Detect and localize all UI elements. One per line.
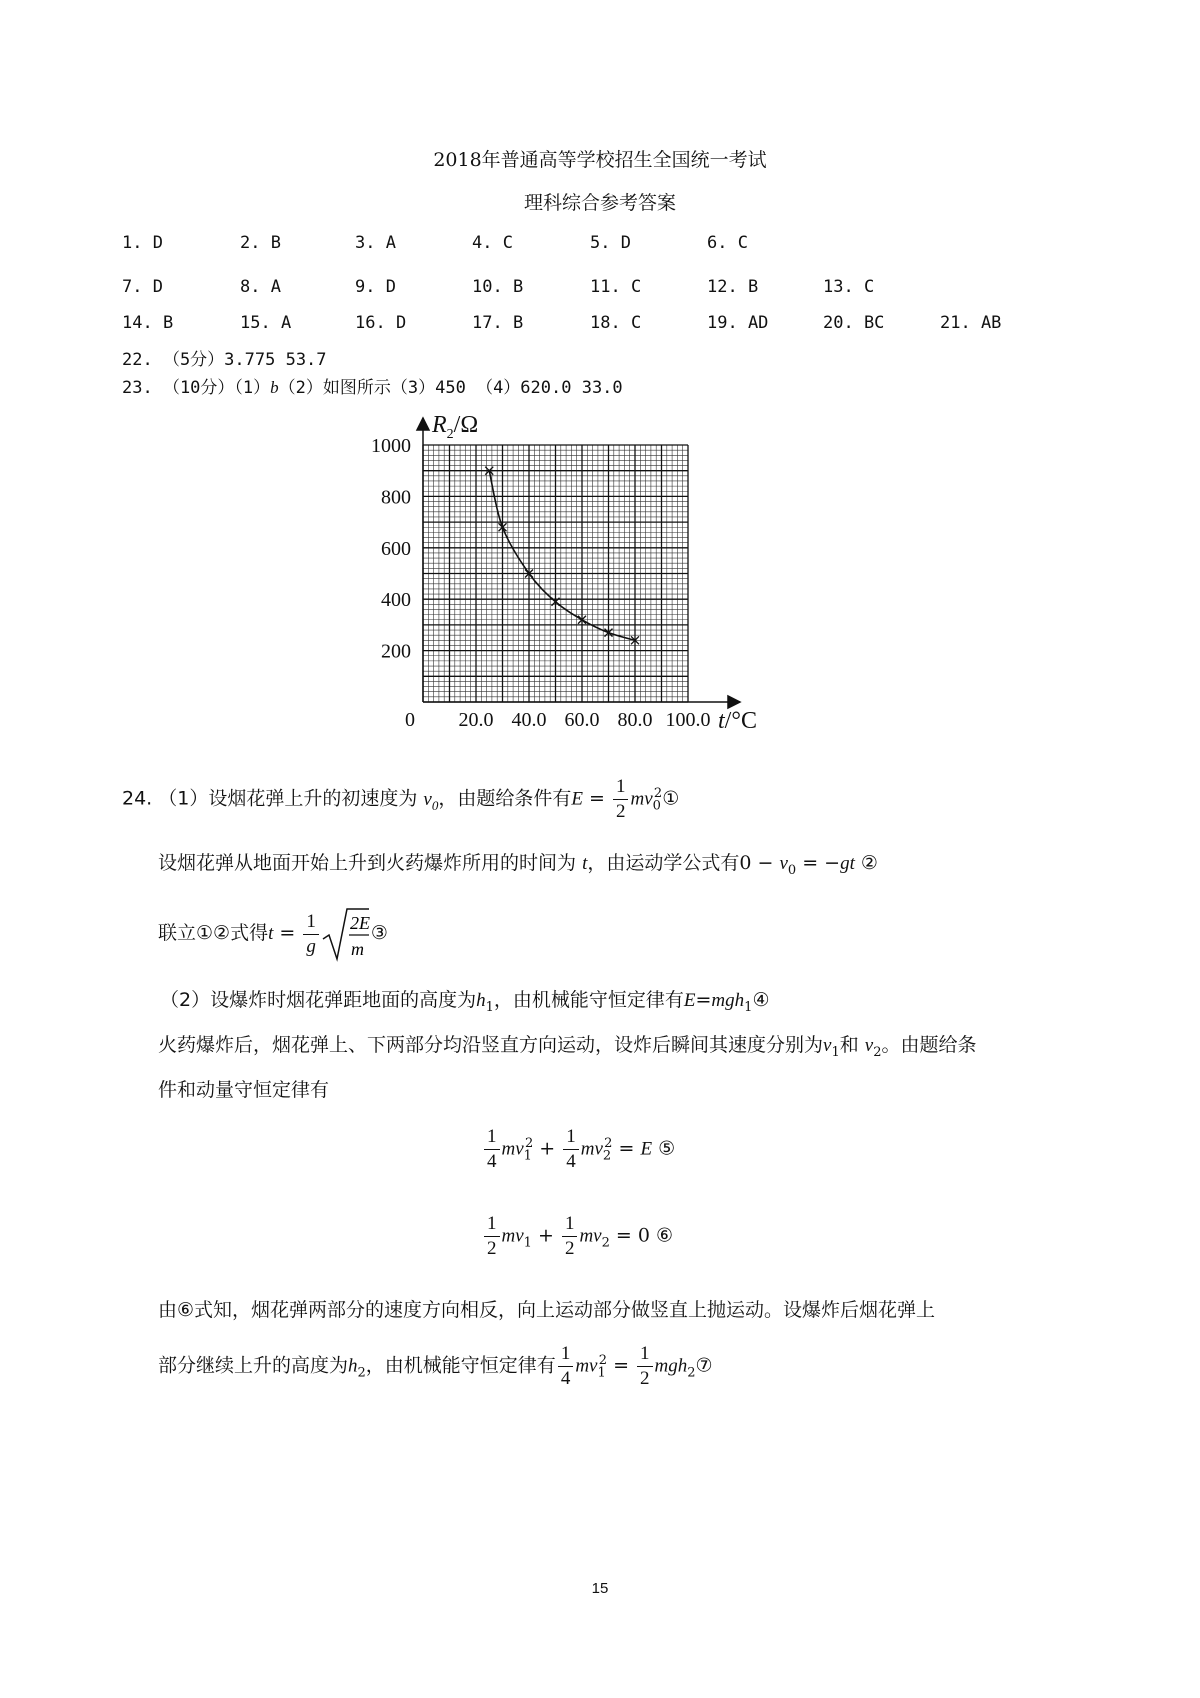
answer-item: 13. C — [823, 277, 875, 297]
answer-item: 20. BC — [823, 313, 885, 333]
answer-item: 2. B — [240, 233, 281, 253]
answer-item: 9. D — [355, 277, 396, 297]
q24-line-5: 火药爆炸后，烟花弹上、下两部分均沿竖直方向运动，设炸后瞬间其速度分别为$v_1$和 $v_2$。由题给条 — [158, 1034, 977, 1060]
r2-vs-t-chart — [0, 400, 1200, 760]
y-tick-label: 800 — [381, 486, 411, 509]
answer-item: 17. B — [472, 313, 524, 333]
eq-2: $0 - v_0 = -gt$ — [739, 852, 855, 878]
q23-prefix: 23. （10分）（1） — [122, 378, 271, 398]
q24-p4-mid: ，由机械能守恒定律有 — [493, 989, 684, 1011]
answer-item: 15. A — [240, 313, 292, 333]
q24-p5-and: 和 — [839, 1034, 859, 1056]
x-tick-label: 80.0 — [617, 709, 653, 731]
q24-p8-prefix: 部分继续上升的高度为 — [158, 1354, 349, 1377]
circled-2: ② — [860, 852, 878, 874]
q24-p2-prefix: 设烟花弹从地面开始上升到火药爆炸所用的时间为 — [158, 852, 577, 874]
circled-6: ⑥ — [656, 1224, 674, 1247]
x-tick-label: 40.0 — [511, 709, 547, 731]
frac-1-g: $\frac{1}{g}$ — [303, 910, 319, 959]
svg-text:m: m — [350, 939, 364, 959]
answer-item: 14. B — [122, 313, 174, 333]
svg-text:2E: 2E — [349, 913, 370, 933]
y-tick-label: 400 — [381, 589, 411, 612]
y-axis-label: $R_2/\Omega$ — [432, 412, 479, 442]
eq-1: E — [571, 788, 583, 810]
q24-line-1: 24. （1）设烟花弹上升的初速度为 $v_0$，由题给条件有E = $\frac{1}{2}$ $mv_0^2①$ — [122, 776, 680, 822]
var-v0: $v_0$ — [423, 788, 439, 813]
q24-line-4: （2）设爆炸时烟花弹距地面的高度为$h_1$，由机械能守恒定律有E=mgh$_1$④ — [160, 989, 770, 1015]
frac-1-2: $\frac{1}{2}$ — [613, 775, 629, 824]
x-tick-label: 100.0 — [665, 709, 711, 731]
circled-1: ① — [662, 787, 680, 810]
q24-p8-mid: ，由机械能守恒定律有 — [365, 1354, 556, 1377]
answer-item: 21. AB — [940, 313, 1002, 333]
q24-p1-prefix: 24. （1）设烟花弹上升的初速度为 — [122, 787, 418, 810]
answer-item: 3. A — [355, 233, 396, 253]
origin-label: 0 — [405, 709, 415, 731]
y-axis-arrow — [417, 418, 429, 430]
answer-item: 4. C — [472, 233, 513, 253]
q24-line-8: 部分继续上升的高度为$h_2$，由机械能守恒定律有 $\frac{1}{4}$ $mv_1^2$ = $\frac{1}{2}$ mgh$_2$⑦ — [158, 1343, 713, 1389]
q24-line-6: 件和动量守恒定律有 — [158, 1079, 330, 1101]
q24-p4-prefix: （2）设爆炸时烟花弹距地面的高度为 — [160, 989, 477, 1011]
q24-line-7: 由⑥式知，烟花弹两部分的速度方向相反，向上运动部分做竖直上抛运动。设爆炸后烟花弹上 — [158, 1299, 936, 1321]
circled-5: ⑤ — [658, 1137, 676, 1160]
answer-item: 1. D — [122, 233, 163, 253]
x-tick-label: 60.0 — [564, 709, 600, 731]
x-tick-label: 20.0 — [458, 709, 494, 731]
q24-p5a: 火药爆炸后，烟花弹上、下两部分均沿竖直方向运动，设炸后瞬间其速度分别为 — [158, 1034, 824, 1056]
question-22-answer: 22. （5分）3.775 53.7 — [122, 350, 327, 370]
sqrt-2e-over-m — [321, 905, 371, 963]
q24-p3-prefix: 联立①②式得 — [158, 922, 269, 944]
circled-4: ④ — [752, 989, 770, 1011]
x-axis-arrow — [728, 696, 740, 708]
page-number: 15 — [591, 1580, 609, 1597]
answer-item: 10. B — [472, 277, 524, 297]
q23-rest: （2）如图所示（3）450 （4）620.0 33.0 — [278, 378, 623, 398]
answer-item: 12. B — [707, 277, 759, 297]
y-tick-label: 1000 — [371, 435, 411, 457]
page-subtitle: 理科综合参考答案 — [523, 192, 676, 214]
x-axis-label: t/°C — [718, 708, 757, 734]
answer-item: 18. C — [590, 313, 642, 333]
grid-major — [423, 445, 688, 702]
q24-eq-5: $\frac{1}{4}$ $mv_1^2$ + $\frac{1}{4}$ $mv_2^2 = E$ ⑤ — [482, 1125, 675, 1174]
data-points — [485, 467, 639, 645]
answer-item: 11. C — [590, 277, 642, 297]
answer-item: 5. D — [590, 233, 631, 253]
answer-item: 8. A — [240, 277, 281, 297]
question-23-answer — [122, 373, 623, 398]
y-tick-label: 200 — [381, 640, 411, 663]
circled-3: ③ — [370, 922, 388, 944]
y-tick-label: 600 — [381, 537, 411, 560]
q24-p1-mid: ，由题给条件有 — [438, 787, 572, 810]
q24-line-3: 联立①②式得t = $\frac{1}{g}$ 2E m ③ — [158, 905, 388, 963]
q24-p2-mid: ，由运动学公式有 — [587, 852, 740, 874]
answer-item: 16. D — [355, 313, 407, 333]
q23-b: b — [270, 378, 279, 397]
q24-line-2: 设烟花弹从地面开始上升到火药爆炸所用的时间为 t，由运动学公式有$0 - v_0 = -gt$ ② — [158, 852, 878, 878]
circled-7: ⑦ — [695, 1354, 713, 1377]
q24-eq-6: $\frac{1}{2}$ $mv_1$ + $\frac{1}{2}$ $mv_2 = 0$ ⑥ — [482, 1212, 673, 1261]
answer-item: 19. AD — [707, 313, 769, 333]
answer-item: 6. C — [707, 233, 748, 253]
page-title: 2018年普通高等学校招生全国统一考试 — [433, 149, 767, 171]
answer-item: 7. D — [122, 277, 163, 297]
q24-p5b: 。由题给条 — [881, 1034, 977, 1056]
